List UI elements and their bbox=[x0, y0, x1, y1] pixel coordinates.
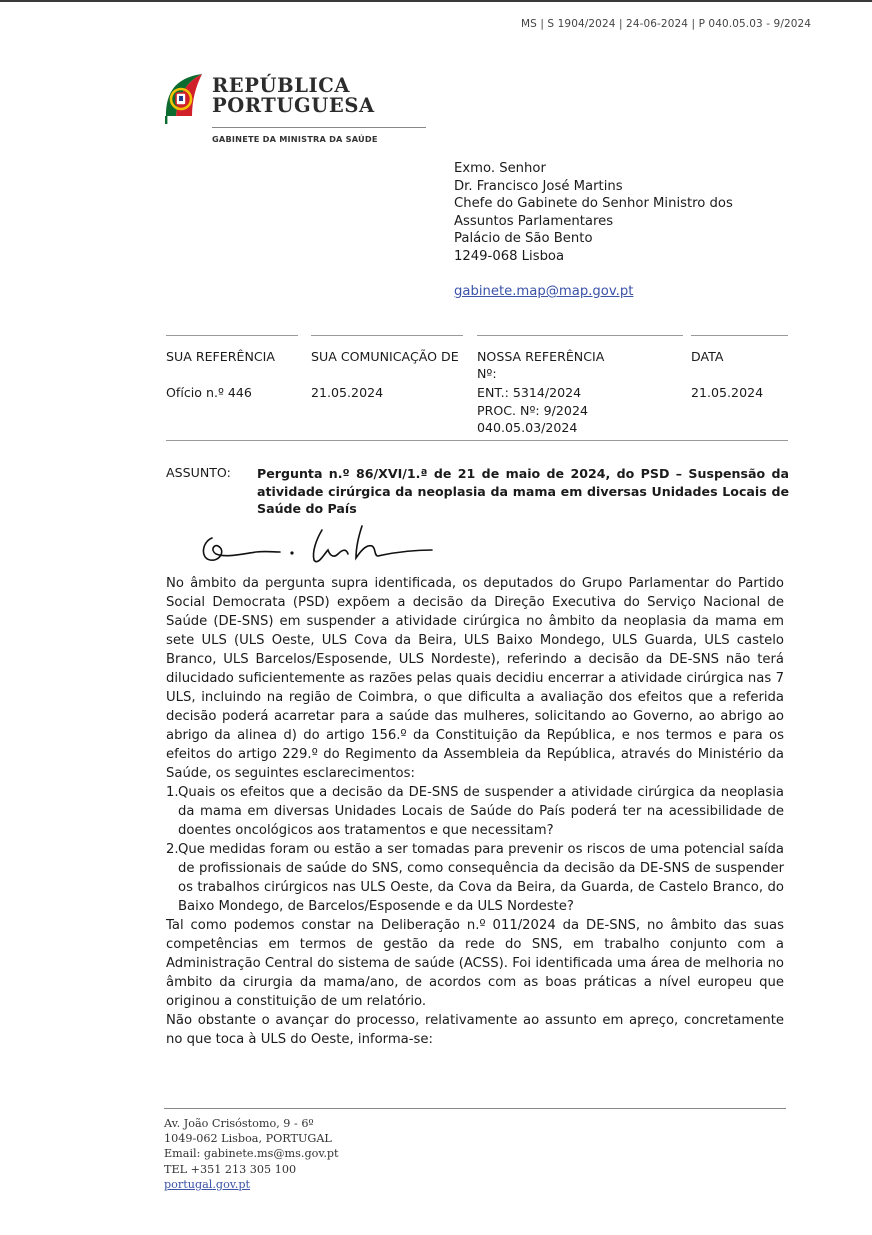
recipient-line: Chefe do Gabinete do Senhor Ministro dos bbox=[454, 196, 733, 211]
intro-paragraph: No âmbito da pergunta supra identificada, os deputados do Grupo Parlamentar do Partido Social Democrata (PSD) expõem a decisão da Direção Executiva do Serviço Nacional de Saúde (DE-SNS) em suspender a atividade cirúrgica no âmbito da neoplasia da mama em sete ULS (ULS Oeste, ULS Cova da Beira, ULS Baixo Mondego, ULS Guarda, ULS castelo Branco, ULS Barcelos/Esposende, ULS Nordeste), referindo a decisão da DE-SNS não terá dilucidado suficientemente as razões pelas quais decidiu encerrar a atividade cirúrgica nas 7 ULS, incluindo na região de Coimbra, o que dificulta a avaliação dos efeitos que a referida decisão poderá acarretar para a saúde das mulheres, solicitando ao Governo, ao abrigo ao abrigo da alinea d) do artigo 156.º da Constituição da República, e nos termos e para os efeitos do artigo 229.º do Regimento da Assembleia da República, através do Ministério da Saúde, os seguintes esclarecimentos: bbox=[166, 576, 784, 781]
handwritten-signature bbox=[196, 524, 436, 568]
question-item bbox=[166, 783, 784, 840]
portuguese-flag-emblem-icon bbox=[162, 72, 208, 124]
footer-website-link[interactable]: portugal.gov.pt bbox=[164, 1177, 251, 1191]
recipient-line: Exmo. Senhor bbox=[454, 161, 546, 176]
footer-divider bbox=[164, 1108, 786, 1109]
logo-line-2: PORTUGUESA bbox=[212, 94, 375, 117]
recipient-line: Dr. Francisco José Martins bbox=[454, 178, 623, 194]
logo-line-1: REPÚBLICA bbox=[212, 74, 351, 97]
recipient-line: Assuntos Parlamentares bbox=[454, 213, 614, 229]
logo-subtitle: GABINETE DA MINISTRA DA SAÚDE bbox=[212, 134, 378, 144]
recipient-line: 1249-068 Lisboa bbox=[454, 248, 565, 264]
logo-wordmark bbox=[212, 76, 375, 116]
recipient-address bbox=[454, 160, 733, 265]
question-item bbox=[166, 840, 784, 916]
value-nossa-referencia bbox=[477, 384, 588, 437]
header-nossa-referencia-extra: Nº: bbox=[477, 366, 497, 381]
question-text: Quais os efeitos que a decisão da DE-SNS de suspender a atividade cirúrgica da neoplasia da mama em diversas Unidades Locais de Saúde do País poderá ter na acessibilidade de doentes oncológicos aos tratamentos e que necessitam? bbox=[178, 785, 784, 838]
recipient-email-link[interactable]: gabinete.map@map.gov.pt bbox=[454, 284, 634, 299]
footer-address-line: 1049-062 Lisboa, PORTUGAL bbox=[164, 1132, 332, 1146]
nossa-referencia-line: ENT.: 5314/2024 bbox=[477, 385, 582, 400]
subject-label: ASSUNTO: bbox=[166, 465, 231, 480]
question-number: 2. bbox=[166, 842, 179, 857]
closing-paragraph: Não obstante o avançar do processo, relativamente ao assunto em apreço, concretamente no que toca à ULS do Oeste, informa-se: bbox=[166, 1013, 784, 1047]
questions-list bbox=[166, 783, 784, 916]
deliberation-paragraph: Tal como podemos constar na Deliberação n.º 011/2024 da DE-SNS, no âmbito das suas competências em termos de gestão da rede do SNS, em trabalho conjunto com a Administração Central do sistema de saúde (ACSS). Foi identificada uma área de melhoria no âmbito da cirurgia da mama/ano, de acordos com as boas práticas a nível europeu que originou a constituição de um relatório. bbox=[166, 918, 784, 1009]
footer-address-line: Av. João Crisóstomo, 9 - 6º bbox=[164, 1117, 314, 1130]
letter-body bbox=[166, 574, 784, 1049]
footer-contact bbox=[164, 1116, 339, 1192]
reference-divider bbox=[477, 335, 683, 336]
question-number: 1. bbox=[166, 785, 179, 800]
nossa-referencia-line: 040.05.03/2024 bbox=[477, 420, 578, 435]
value-sua-referencia: Ofício n.º 446 bbox=[166, 385, 252, 400]
logo-divider bbox=[212, 127, 426, 128]
subject-text: Pergunta n.º 86/XVI/1.ª de 21 de maio de 2024, do PSD – Suspensão da atividade cirúrgica da neoplasia da mama em diversas Unidades Locais de Saúde do País bbox=[257, 466, 789, 516]
footer-phone: TEL +351 213 305 100 bbox=[164, 1162, 297, 1176]
value-data: 21.05.2024 bbox=[691, 385, 764, 400]
header-nossa-referencia-label: NOSSA REFERÊNCIA bbox=[477, 349, 605, 364]
header-data: DATA bbox=[691, 349, 724, 364]
top-border-rule bbox=[0, 0, 872, 2]
reference-divider bbox=[166, 335, 298, 336]
reference-divider bbox=[691, 335, 788, 336]
recipient-line: Palácio de São Bento bbox=[454, 231, 593, 246]
reference-bottom-rule bbox=[166, 440, 788, 441]
registry-stamp: MS | S 1904/2024 | 24-06-2024 | P 040.05.03 - 9/2024 bbox=[521, 18, 812, 30]
footer-email: Email: gabinete.ms@ms.gov.pt bbox=[164, 1147, 339, 1161]
reference-divider bbox=[311, 335, 463, 336]
header-sua-referencia: SUA REFERÊNCIA bbox=[166, 349, 275, 364]
value-sua-comunicacao: 21.05.2024 bbox=[311, 385, 384, 400]
header-sua-comunicacao: SUA COMUNICAÇÃO DE bbox=[311, 349, 459, 364]
header-nossa-referencia bbox=[477, 348, 604, 382]
nossa-referencia-line: PROC. Nº: 9/2024 bbox=[477, 402, 588, 418]
question-text: Que medidas foram ou estão a ser tomadas para prevenir os riscos de uma potencial saída de profissionais de saúde do SNS, como consequência da decisão da DE-SNS de suspender os trabalhos cirúrgicos nas ULS Oeste, da Cova da Beira, da Guarda, de Castelo Branco, do Baixo Mondego, de Barcelos/Esposende e da ULS Nordeste? bbox=[178, 842, 784, 914]
